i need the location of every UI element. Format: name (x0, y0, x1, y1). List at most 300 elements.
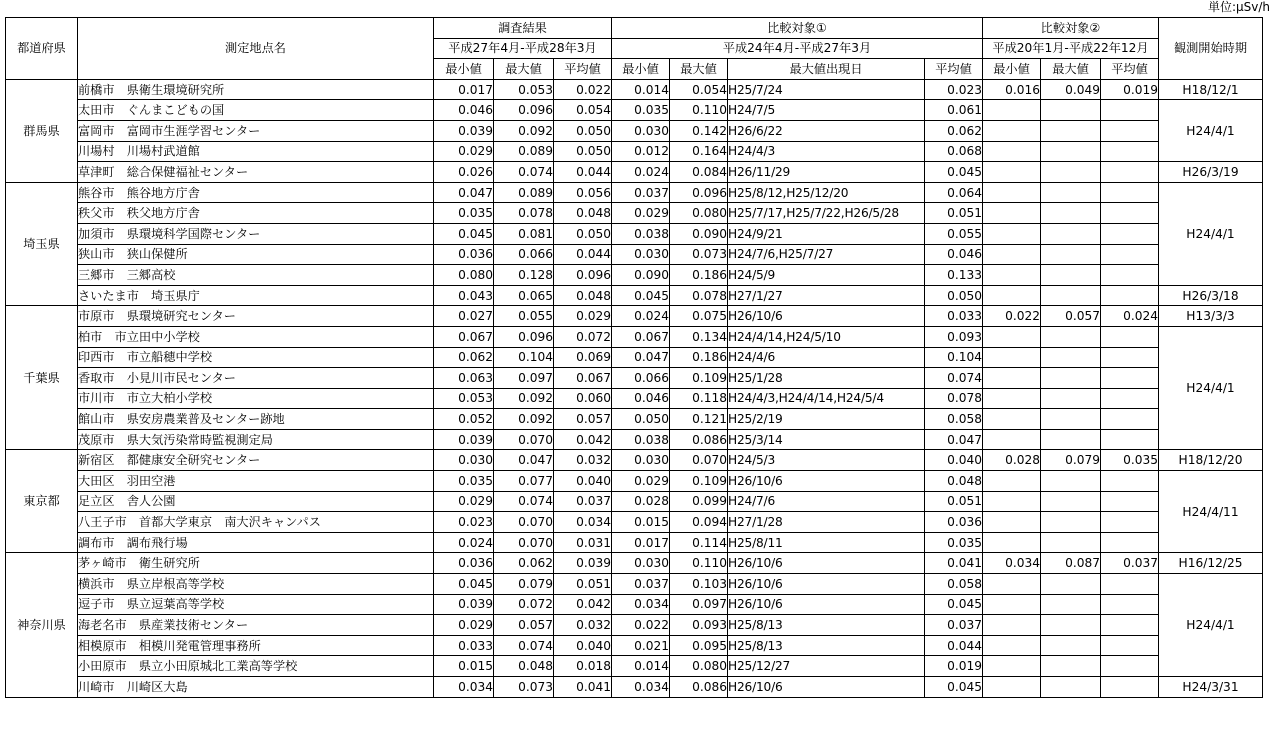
header-site: 測定地点名 (78, 18, 434, 80)
comp2-avg-cell (1101, 471, 1159, 492)
table-row (6, 409, 1263, 430)
survey-min-cell: 0.047 (434, 182, 494, 203)
start-date-cell: H16/12/25 (1159, 553, 1263, 574)
survey-max-cell: 0.074 (494, 162, 554, 183)
comp1-max-date-cell: H24/5/3 (728, 450, 925, 471)
survey-avg-cell: 0.029 (554, 306, 612, 327)
comp2-avg-cell (1101, 368, 1159, 389)
site-cell: 市川市 市立大柏小学校 (78, 388, 434, 409)
comp2-avg-cell (1101, 574, 1159, 595)
comp1-max-cell: 0.080 (670, 203, 728, 224)
comp1-max-cell: 0.118 (670, 388, 728, 409)
survey-avg-cell: 0.044 (554, 244, 612, 265)
header-survey-avg: 平均値 (554, 59, 612, 80)
survey-min-cell: 0.039 (434, 429, 494, 450)
comp2-min-cell (983, 244, 1041, 265)
survey-avg-cell: 0.044 (554, 162, 612, 183)
survey-min-cell: 0.029 (434, 141, 494, 162)
site-cell: 太田市 ぐんまこどもの国 (78, 100, 434, 121)
table-row (6, 532, 1263, 553)
survey-max-cell: 0.055 (494, 306, 554, 327)
comp2-avg-cell (1101, 532, 1159, 553)
comp1-avg-cell: 0.044 (925, 635, 983, 656)
header-comp1-avg: 平均値 (925, 59, 983, 80)
comp1-max-date-cell: H25/7/24 (728, 79, 925, 100)
comp2-max-cell (1041, 615, 1101, 636)
comp2-min-cell (983, 491, 1041, 512)
comp1-max-date-cell: H25/12/27 (728, 656, 925, 677)
header-comp2-max: 最大値 (1041, 59, 1101, 80)
comp1-min-cell: 0.029 (612, 203, 670, 224)
comp2-avg-cell (1101, 162, 1159, 183)
survey-avg-cell: 0.072 (554, 326, 612, 347)
survey-max-cell: 0.128 (494, 265, 554, 286)
prefecture-cell: 群馬県 (6, 79, 78, 182)
comp1-min-cell: 0.017 (612, 532, 670, 553)
table-row (6, 677, 1263, 698)
comp1-avg-cell: 0.064 (925, 182, 983, 203)
comp1-min-cell: 0.034 (612, 594, 670, 615)
comp1-max-cell: 0.186 (670, 347, 728, 368)
comp1-max-cell: 0.110 (670, 100, 728, 121)
survey-max-cell: 0.092 (494, 388, 554, 409)
comp2-min-cell: 0.016 (983, 79, 1041, 100)
comp2-max-cell (1041, 677, 1101, 698)
header-prefecture: 都道府県 (6, 18, 78, 80)
survey-min-cell: 0.039 (434, 594, 494, 615)
comp1-min-cell: 0.045 (612, 285, 670, 306)
comp2-avg-cell: 0.019 (1101, 79, 1159, 100)
start-date-cell: H18/12/1 (1159, 79, 1263, 100)
comp1-min-cell: 0.014 (612, 79, 670, 100)
comp2-avg-cell (1101, 429, 1159, 450)
comp1-avg-cell: 0.093 (925, 326, 983, 347)
survey-min-cell: 0.029 (434, 491, 494, 512)
comp1-avg-cell: 0.074 (925, 368, 983, 389)
table-row (6, 574, 1263, 595)
comp1-max-date-cell: H26/11/29 (728, 162, 925, 183)
header-start: 観測開始時期 (1159, 18, 1263, 80)
survey-min-cell: 0.036 (434, 244, 494, 265)
table-body (6, 79, 1263, 697)
comp1-min-cell: 0.037 (612, 182, 670, 203)
header-comp1-max: 最大値 (670, 59, 728, 80)
comp1-min-cell: 0.047 (612, 347, 670, 368)
site-cell: 狭山市 狭山保健所 (78, 244, 434, 265)
survey-min-cell: 0.067 (434, 326, 494, 347)
comp2-max-cell (1041, 429, 1101, 450)
comp1-max-date-cell: H25/8/11 (728, 532, 925, 553)
survey-min-cell: 0.023 (434, 512, 494, 533)
comp1-avg-cell: 0.048 (925, 471, 983, 492)
comp2-avg-cell (1101, 141, 1159, 162)
comp1-min-cell: 0.030 (612, 120, 670, 141)
survey-max-cell: 0.078 (494, 203, 554, 224)
comp1-min-cell: 0.029 (612, 471, 670, 492)
survey-min-cell: 0.045 (434, 574, 494, 595)
comp1-min-cell: 0.034 (612, 677, 670, 698)
survey-avg-cell: 0.039 (554, 553, 612, 574)
comp1-avg-cell: 0.045 (925, 162, 983, 183)
comp2-min-cell (983, 635, 1041, 656)
comp1-avg-cell: 0.133 (925, 265, 983, 286)
table-row (6, 223, 1263, 244)
comp1-avg-cell: 0.040 (925, 450, 983, 471)
comp2-max-cell (1041, 265, 1101, 286)
comp1-min-cell: 0.030 (612, 244, 670, 265)
comp1-min-cell: 0.014 (612, 656, 670, 677)
header-comp2-period: 平成20年1月-平成22年12月 (983, 38, 1159, 59)
comp2-max-cell (1041, 285, 1101, 306)
header-comp2-min: 最小値 (983, 59, 1041, 80)
comp1-max-date-cell: H26/10/6 (728, 471, 925, 492)
table-row (6, 388, 1263, 409)
survey-max-cell: 0.070 (494, 532, 554, 553)
comp1-max-cell: 0.164 (670, 141, 728, 162)
comp1-max-cell: 0.109 (670, 368, 728, 389)
comp2-min-cell: 0.034 (983, 553, 1041, 574)
comp2-min-cell (983, 429, 1041, 450)
header-survey-max: 最大値 (494, 59, 554, 80)
survey-min-cell: 0.024 (434, 532, 494, 553)
comp1-max-cell: 0.121 (670, 409, 728, 430)
comp2-max-cell (1041, 347, 1101, 368)
comp1-max-date-cell: H25/3/14 (728, 429, 925, 450)
comp2-avg-cell (1101, 244, 1159, 265)
prefecture-cell: 埼玉県 (6, 182, 78, 306)
comp1-min-cell: 0.038 (612, 429, 670, 450)
survey-min-cell: 0.053 (434, 388, 494, 409)
comp2-max-cell (1041, 203, 1101, 224)
comp2-min-cell (983, 326, 1041, 347)
survey-avg-cell: 0.040 (554, 471, 612, 492)
header-survey-period: 平成27年4月-平成28年3月 (434, 38, 612, 59)
comp2-max-cell (1041, 574, 1101, 595)
survey-min-cell: 0.030 (434, 450, 494, 471)
comp2-max-cell (1041, 223, 1101, 244)
survey-max-cell: 0.104 (494, 347, 554, 368)
comp1-max-cell: 0.078 (670, 285, 728, 306)
comp2-avg-cell (1101, 347, 1159, 368)
site-cell: 印西市 市立船穂中学校 (78, 347, 434, 368)
comp2-max-cell (1041, 162, 1101, 183)
comp1-max-cell: 0.095 (670, 635, 728, 656)
comp1-min-cell: 0.050 (612, 409, 670, 430)
comp2-min-cell (983, 409, 1041, 430)
survey-max-cell: 0.081 (494, 223, 554, 244)
survey-min-cell: 0.039 (434, 120, 494, 141)
site-cell: 草津町 総合保健福祉センター (78, 162, 434, 183)
comp1-avg-cell: 0.058 (925, 574, 983, 595)
table-row (6, 182, 1263, 203)
comp1-avg-cell: 0.036 (925, 512, 983, 533)
comp1-max-date-cell: H24/5/9 (728, 265, 925, 286)
site-cell: 香取市 小見川市民センター (78, 368, 434, 389)
unit-label: 単位:μSv/h (1207, 0, 1270, 14)
comp2-avg-cell (1101, 512, 1159, 533)
comp1-min-cell: 0.015 (612, 512, 670, 533)
comp2-max-cell (1041, 635, 1101, 656)
site-cell: 熊谷市 熊谷地方庁舎 (78, 182, 434, 203)
comp2-min-cell (983, 203, 1041, 224)
survey-max-cell: 0.047 (494, 450, 554, 471)
comp2-max-cell (1041, 120, 1101, 141)
site-cell: 富岡市 富岡市生涯学習センター (78, 120, 434, 141)
radiation-table (5, 17, 1263, 698)
comp2-avg-cell (1101, 615, 1159, 636)
table-row (6, 368, 1263, 389)
comp1-max-date-cell: H24/4/3 (728, 141, 925, 162)
site-cell: 前橋市 県衛生環境研究所 (78, 79, 434, 100)
survey-avg-cell: 0.018 (554, 656, 612, 677)
comp1-max-date-cell: H25/8/13 (728, 635, 925, 656)
comp2-avg-cell (1101, 203, 1159, 224)
comp2-min-cell (983, 594, 1041, 615)
header-comp1-min: 最小値 (612, 59, 670, 80)
survey-min-cell: 0.062 (434, 347, 494, 368)
survey-max-cell: 0.092 (494, 120, 554, 141)
comp1-avg-cell: 0.068 (925, 141, 983, 162)
start-date-cell: H24/4/11 (1159, 471, 1263, 553)
site-cell: 川場村 川場村武道館 (78, 141, 434, 162)
comp2-min-cell (983, 265, 1041, 286)
comp2-min-cell (983, 615, 1041, 636)
comp2-avg-cell (1101, 265, 1159, 286)
site-cell: 逗子市 県立逗葉高等学校 (78, 594, 434, 615)
table-row (6, 491, 1263, 512)
comp1-max-date-cell: H24/4/14,H24/5/10 (728, 326, 925, 347)
survey-max-cell: 0.065 (494, 285, 554, 306)
comp1-max-cell: 0.080 (670, 656, 728, 677)
comp1-avg-cell: 0.051 (925, 203, 983, 224)
comp2-avg-cell (1101, 120, 1159, 141)
table-header (6, 18, 1263, 80)
comp1-max-cell: 0.070 (670, 450, 728, 471)
comp1-max-cell: 0.110 (670, 553, 728, 574)
comp2-min-cell (983, 368, 1041, 389)
table-row (6, 141, 1263, 162)
comp2-avg-cell: 0.037 (1101, 553, 1159, 574)
survey-max-cell: 0.089 (494, 182, 554, 203)
comp1-max-date-cell: H24/7/6,H25/7/27 (728, 244, 925, 265)
survey-max-cell: 0.089 (494, 141, 554, 162)
comp2-min-cell (983, 100, 1041, 121)
survey-avg-cell: 0.096 (554, 265, 612, 286)
comp1-max-date-cell: H24/4/6 (728, 347, 925, 368)
comp2-max-cell (1041, 388, 1101, 409)
comp1-avg-cell: 0.058 (925, 409, 983, 430)
survey-avg-cell: 0.060 (554, 388, 612, 409)
site-cell: 茅ヶ崎市 衛生研究所 (78, 553, 434, 574)
comp1-max-date-cell: H26/10/6 (728, 594, 925, 615)
comp1-avg-cell: 0.046 (925, 244, 983, 265)
survey-max-cell: 0.072 (494, 594, 554, 615)
comp1-min-cell: 0.021 (612, 635, 670, 656)
survey-min-cell: 0.045 (434, 223, 494, 244)
comp1-max-cell: 0.075 (670, 306, 728, 327)
survey-max-cell: 0.062 (494, 553, 554, 574)
table-row (6, 615, 1263, 636)
survey-avg-cell: 0.042 (554, 429, 612, 450)
comp2-max-cell: 0.079 (1041, 450, 1101, 471)
survey-avg-cell: 0.057 (554, 409, 612, 430)
site-cell: 調布市 調布飛行場 (78, 532, 434, 553)
site-cell: 海老名市 県産業技術センター (78, 615, 434, 636)
comp2-min-cell (983, 512, 1041, 533)
survey-avg-cell: 0.067 (554, 368, 612, 389)
comp2-min-cell: 0.028 (983, 450, 1041, 471)
start-date-cell: H24/3/31 (1159, 677, 1263, 698)
survey-avg-cell: 0.051 (554, 574, 612, 595)
comp1-max-cell: 0.114 (670, 532, 728, 553)
comp1-avg-cell: 0.035 (925, 532, 983, 553)
comp1-min-cell: 0.022 (612, 615, 670, 636)
comp1-avg-cell: 0.045 (925, 594, 983, 615)
survey-max-cell: 0.074 (494, 635, 554, 656)
survey-avg-cell: 0.032 (554, 450, 612, 471)
table-row (6, 429, 1263, 450)
comp1-avg-cell: 0.061 (925, 100, 983, 121)
comp2-min-cell (983, 162, 1041, 183)
table-row (6, 120, 1263, 141)
survey-max-cell: 0.074 (494, 491, 554, 512)
comp2-avg-cell (1101, 656, 1159, 677)
comp1-max-cell: 0.086 (670, 429, 728, 450)
survey-min-cell: 0.035 (434, 203, 494, 224)
table-row (6, 512, 1263, 533)
survey-max-cell: 0.070 (494, 429, 554, 450)
comp1-max-cell: 0.073 (670, 244, 728, 265)
site-cell: 茂原市 県大気汚染常時監視測定局 (78, 429, 434, 450)
comp1-avg-cell: 0.055 (925, 223, 983, 244)
survey-max-cell: 0.077 (494, 471, 554, 492)
table-row (6, 285, 1263, 306)
site-cell: 市原市 県環境研究センター (78, 306, 434, 327)
survey-min-cell: 0.029 (434, 615, 494, 636)
survey-avg-cell: 0.050 (554, 141, 612, 162)
survey-min-cell: 0.034 (434, 677, 494, 698)
comp2-min-cell (983, 677, 1041, 698)
survey-min-cell: 0.026 (434, 162, 494, 183)
comp1-avg-cell: 0.023 (925, 79, 983, 100)
comp1-max-date-cell: H26/10/6 (728, 574, 925, 595)
survey-avg-cell: 0.037 (554, 491, 612, 512)
comp2-avg-cell (1101, 409, 1159, 430)
survey-max-cell: 0.066 (494, 244, 554, 265)
comp1-max-cell: 0.103 (670, 574, 728, 595)
comp2-max-cell (1041, 532, 1101, 553)
table-row (6, 450, 1263, 471)
survey-min-cell: 0.035 (434, 471, 494, 492)
comp1-max-date-cell: H27/1/27 (728, 285, 925, 306)
comp1-max-date-cell: H25/1/28 (728, 368, 925, 389)
survey-avg-cell: 0.069 (554, 347, 612, 368)
site-cell: 三郷市 三郷高校 (78, 265, 434, 286)
header-comp2: 比較対象② (983, 18, 1159, 39)
table-row (6, 265, 1263, 286)
site-cell: 小田原市 県立小田原城北工業高等学校 (78, 656, 434, 677)
comp2-min-cell (983, 656, 1041, 677)
start-date-cell: H26/3/18 (1159, 285, 1263, 306)
comp1-min-cell: 0.066 (612, 368, 670, 389)
comp2-avg-cell (1101, 100, 1159, 121)
site-cell: 館山市 県安房農業普及センター跡地 (78, 409, 434, 430)
comp1-max-cell: 0.094 (670, 512, 728, 533)
survey-max-cell: 0.096 (494, 100, 554, 121)
table-row (6, 100, 1263, 121)
comp1-avg-cell: 0.033 (925, 306, 983, 327)
survey-max-cell: 0.070 (494, 512, 554, 533)
comp2-max-cell: 0.057 (1041, 306, 1101, 327)
table-row (6, 635, 1263, 656)
comp2-max-cell (1041, 182, 1101, 203)
comp2-min-cell: 0.022 (983, 306, 1041, 327)
comp2-avg-cell: 0.024 (1101, 306, 1159, 327)
table-row (6, 347, 1263, 368)
prefecture-cell: 神奈川県 (6, 553, 78, 697)
site-cell: 川崎市 川崎区大島 (78, 677, 434, 698)
comp2-avg-cell (1101, 677, 1159, 698)
comp2-max-cell (1041, 656, 1101, 677)
comp1-avg-cell: 0.047 (925, 429, 983, 450)
survey-min-cell: 0.052 (434, 409, 494, 430)
comp2-avg-cell (1101, 223, 1159, 244)
comp1-max-date-cell: H26/10/6 (728, 306, 925, 327)
comp2-max-cell (1041, 471, 1101, 492)
header-comp1-period: 平成24年4月-平成27年3月 (612, 38, 983, 59)
survey-avg-cell: 0.054 (554, 100, 612, 121)
comp2-max-cell: 0.087 (1041, 553, 1101, 574)
prefecture-cell: 千葉県 (6, 306, 78, 450)
site-cell: 大田区 羽田空港 (78, 471, 434, 492)
survey-min-cell: 0.046 (434, 100, 494, 121)
site-cell: 柏市 市立田中小学校 (78, 326, 434, 347)
table-row (6, 162, 1263, 183)
survey-min-cell: 0.017 (434, 79, 494, 100)
comp2-min-cell (983, 141, 1041, 162)
start-date-cell: H13/3/3 (1159, 306, 1263, 327)
header-survey-min: 最小値 (434, 59, 494, 80)
table-row (6, 553, 1263, 574)
comp1-max-cell: 0.054 (670, 79, 728, 100)
comp1-min-cell: 0.067 (612, 326, 670, 347)
comp1-max-date-cell: H26/10/6 (728, 553, 925, 574)
start-date-cell: H24/4/1 (1159, 182, 1263, 285)
comp2-avg-cell (1101, 635, 1159, 656)
comp1-min-cell: 0.038 (612, 223, 670, 244)
comp2-max-cell (1041, 512, 1101, 533)
survey-avg-cell: 0.056 (554, 182, 612, 203)
comp2-min-cell (983, 471, 1041, 492)
comp1-max-date-cell: H27/1/28 (728, 512, 925, 533)
comp2-max-cell (1041, 244, 1101, 265)
survey-avg-cell: 0.041 (554, 677, 612, 698)
comp1-max-cell: 0.109 (670, 471, 728, 492)
survey-avg-cell: 0.032 (554, 615, 612, 636)
comp1-max-cell: 0.142 (670, 120, 728, 141)
survey-max-cell: 0.096 (494, 326, 554, 347)
survey-max-cell: 0.053 (494, 79, 554, 100)
survey-avg-cell: 0.048 (554, 203, 612, 224)
site-cell: 秩父市 秩父地方庁舎 (78, 203, 434, 224)
survey-max-cell: 0.079 (494, 574, 554, 595)
comp1-avg-cell: 0.062 (925, 120, 983, 141)
table-row (6, 79, 1263, 100)
comp2-avg-cell: 0.035 (1101, 450, 1159, 471)
start-date-cell: H18/12/20 (1159, 450, 1263, 471)
survey-avg-cell: 0.022 (554, 79, 612, 100)
comp1-max-cell: 0.099 (670, 491, 728, 512)
